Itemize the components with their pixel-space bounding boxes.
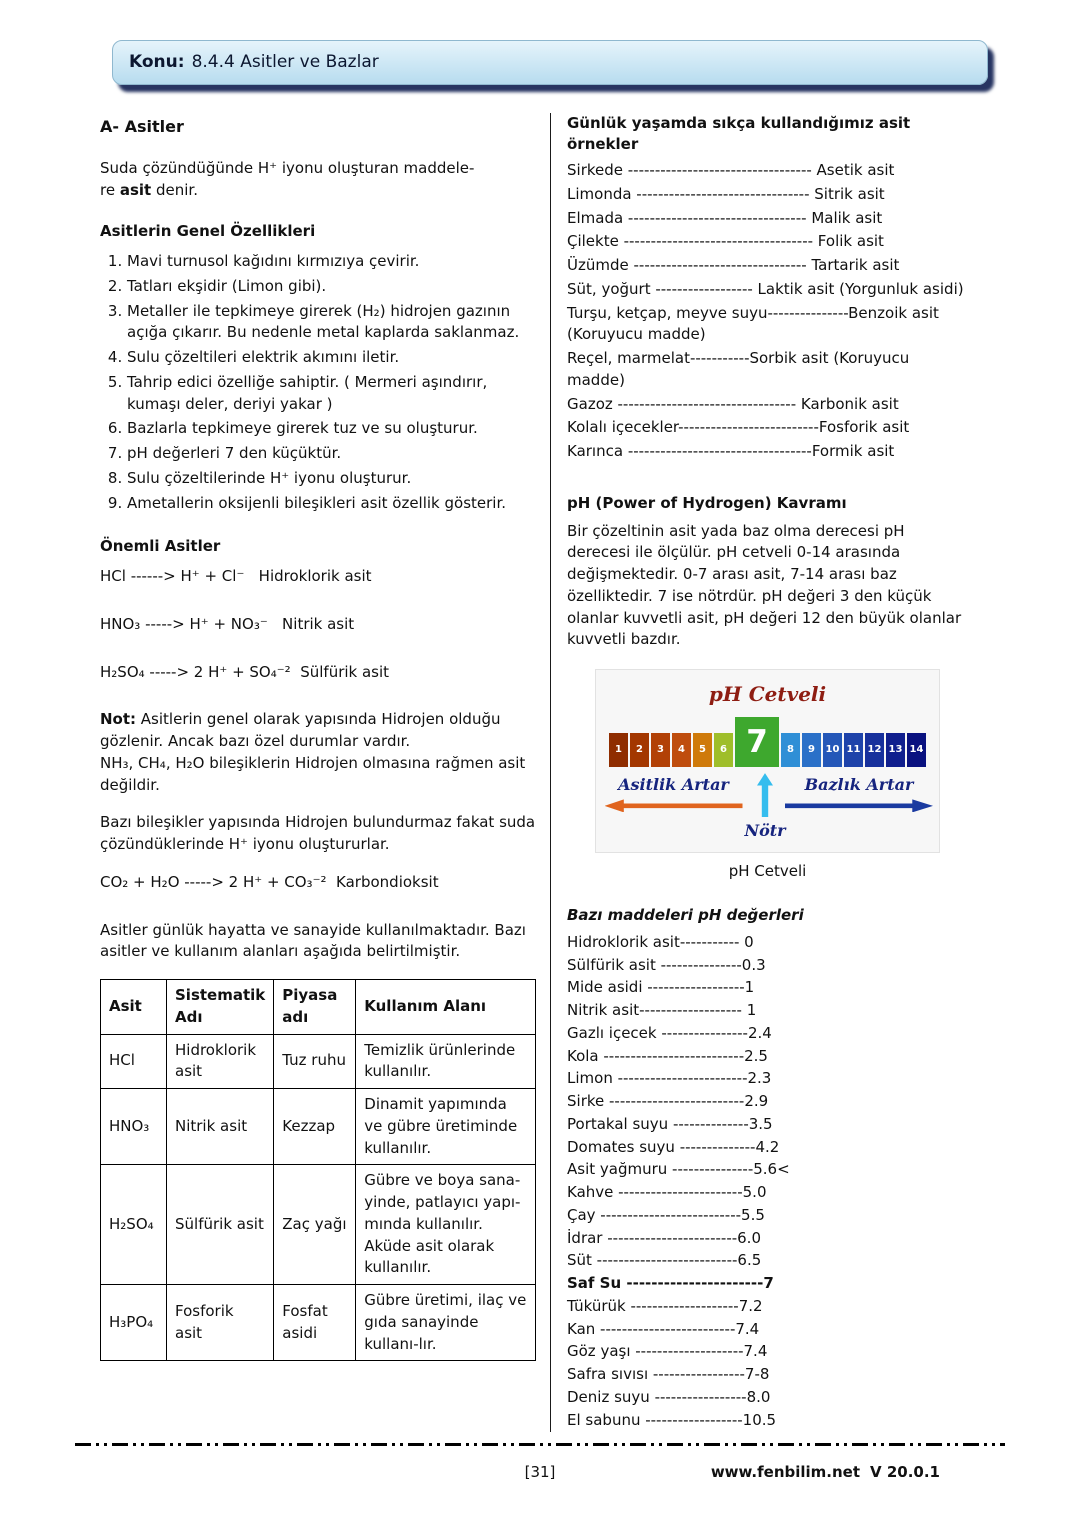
ph-value-item: Mide asidi ------------------1 <box>567 978 755 997</box>
acid-property-item: 7. pH değerleri 7 den küçüktür. <box>127 443 536 465</box>
important-acids-title: Önemli Asitler <box>100 537 221 556</box>
cell-market: Tuz ruhu <box>274 1034 356 1089</box>
daily-acids-list <box>567 160 968 463</box>
acid-table-header-row <box>101 980 536 1035</box>
cell-usage: Gübre ve boya sana-yinde, patlayıcı yapı-mında kullanılır. Aküde asit olarak kullanılır. <box>356 1165 536 1285</box>
table-row <box>101 1285 536 1361</box>
ph-bar: 12 <box>865 733 884 767</box>
note-paragraph <box>100 709 536 796</box>
cell-formula: H₂SO₄ <box>101 1165 167 1285</box>
acid-definition <box>100 158 536 202</box>
acid-property-item: 5. Tahrip edici özelliğe sahiptir. ( Mermeri aşındırır, kumaşı deler, deriyi yakar ) <box>127 372 536 416</box>
footer-row <box>75 1462 1005 1484</box>
acid-property-item: 4. Sulu çözeltileri elektrik akımını iletir. <box>127 347 536 369</box>
cell-formula: H₃PO₄ <box>101 1285 167 1361</box>
ph-value-item: Safra sıvısı -----------------7-8 <box>567 1365 770 1384</box>
definition-line-2 <box>100 180 536 202</box>
neutral-arrow-icon <box>757 773 773 817</box>
ph-value-item: Göz yaşı --------------------7.4 <box>567 1342 768 1361</box>
header-sistematik: Sistematik Adı <box>167 980 274 1035</box>
cell-formula: HNO₃ <box>101 1089 167 1165</box>
ph-bar: 13 <box>886 733 905 767</box>
acid-table-body <box>101 1034 536 1361</box>
ph-value-item: Tükürük --------------------7.2 <box>567 1296 763 1315</box>
ph-value-item: İdrar ------------------------6.0 <box>567 1228 761 1247</box>
definition-line-1: Suda çözündüğünde H⁺ iyonu oluşturan maddele- <box>100 158 475 177</box>
daily-acid-item: Sirkede ---------------------------------- Asetik asit <box>567 161 895 180</box>
daily-acid-item: Süt, yoğurt ------------------ Laktik asit (Yorgunluk asidi) <box>567 279 964 298</box>
definition-line2-bold: asit <box>119 180 152 199</box>
daily-acid-item: Turşu, ketçap, meyve suyu---------------Benzoik asit (Koruyucu madde) <box>567 303 939 344</box>
ph-value-item: Kan -------------------------7.4 <box>567 1319 760 1338</box>
daily-acid-item: Limonda -------------------------------- Sitrik asit <box>567 184 885 203</box>
ph-concept-text: Bir çözeltinin asit yada baz olma derecesi pH derecesi ile ölçülür. pH cetveli 0-14 arasında değişmektedir. 0-7 arası asit, 7-14 arası baz özelliktedir. 7 ise nötrdür. pH değeri 3 den küçük olanlar kuvvetli asit, pH değeri 12 den büyük olanlar kuvvetli bazdır. <box>567 521 962 649</box>
ph-bar: 4 <box>672 733 691 767</box>
table-row <box>101 1089 536 1165</box>
header-kullanim: Kullanım Alanı <box>356 980 536 1035</box>
table-row <box>101 1165 536 1285</box>
usage-intro-paragraph: Asitler günlük hayatta ve sanayide kullanılmaktadır. Bazı asitler ve kullanım alanları aşağıda belirtilmiştir. <box>100 920 526 961</box>
properties-title: Asitlerin Genel Özellikleri <box>100 222 316 241</box>
ph-value-item: Limon ------------------------2.3 <box>567 1069 772 1088</box>
acid-property-item: 1. Mavi turnusol kağıdını kırmızıya çevirir. <box>127 251 536 273</box>
ph-value-item: Sirke -------------------------2.9 <box>567 1092 769 1111</box>
basicity-label: Bazlık Artar <box>804 775 914 795</box>
acid-table-head <box>101 980 536 1035</box>
acid-properties-list <box>100 251 536 514</box>
table-row <box>101 1034 536 1089</box>
daily-acid-item: Elmada --------------------------------- Malik asit <box>567 208 883 227</box>
definition-line2-post: denir. <box>151 180 198 199</box>
ph-bar: 14 <box>907 733 926 767</box>
ph-value-item: Asit yağmuru ---------------5.6< <box>567 1160 790 1179</box>
cell-usage: Gübre üretimi, ilaç ve gıda sanayinde kullanı-lır. <box>356 1285 536 1361</box>
site-url: www.fenbilim.net <box>710 1462 861 1481</box>
ph-bar: 2 <box>630 733 649 767</box>
daily-acid-item: Gazoz --------------------------------- Karbonik asit <box>567 394 899 413</box>
topic-header <box>112 40 988 85</box>
acid-equation: H₂SO₄ -----> 2 H⁺ + SO₄⁻² Sülfürik asit <box>100 662 390 681</box>
ph-values-list <box>567 932 968 1432</box>
ph-value-item: Domates suyu --------------4.2 <box>567 1137 780 1156</box>
page-footer <box>75 1443 1005 1483</box>
daily-acids-title: Günlük yaşamda sıkça kullandığımız asit örnekler <box>567 113 911 154</box>
ph-value-item: Saf Su ----------------------7 <box>567 1274 774 1293</box>
acid-property-item: 2. Tatları ekşidir (Limon gibi). <box>127 276 536 298</box>
ph-value-item: Deniz suyu -----------------8.0 <box>567 1387 771 1406</box>
acid-property-item: 9. Ametallerin oksijenli bileşikleri asit özellik gösterir. <box>127 493 536 515</box>
cell-market: Zaç yağı <box>274 1165 356 1285</box>
basicity-arrow-icon <box>785 799 933 812</box>
definition-line2-pre: re <box>100 180 120 199</box>
ph-value-item: Hidroklorik asit----------- 0 <box>567 932 754 951</box>
ph-bar: 9 <box>802 733 821 767</box>
ph-values-title: Bazı maddeleri pH değerleri <box>567 906 804 925</box>
important-acids-equations <box>100 566 536 683</box>
cell-market: Fosfat asidi <box>274 1285 356 1361</box>
two-column-layout <box>100 113 1080 1433</box>
right-column <box>550 113 968 1433</box>
acid-equation: HCl ------> H⁺ + Cl⁻ Hidroklorik asit <box>100 567 372 586</box>
note-line-2: NH₃, CH₄, H₂O bileşiklerin Hidrojen olmasına rağmen asit değildir. <box>100 753 526 794</box>
ph-scale-figure <box>595 669 940 853</box>
ph-concept-title: pH (Power of Hydrogen) Kavramı <box>567 493 847 512</box>
acid-property-item: 8. Sulu çözeltilerinde H⁺ iyonu oluşturur. <box>127 468 536 490</box>
cell-systematic: Fosforik asit <box>167 1285 274 1361</box>
daily-acid-item: Çilekte ----------------------------------- Folik asit <box>567 232 884 251</box>
ph-value-item: Sülfürik asit ---------------0.3 <box>567 955 766 974</box>
cell-usage: Temizlik ürünlerinde kullanılır. <box>356 1034 536 1089</box>
footer-divider <box>75 1443 1005 1446</box>
ph-value-item: Süt --------------------------6.5 <box>567 1251 762 1270</box>
cell-usage: Dinamit yapımında ve gübre üretiminde kullanılır. <box>356 1089 536 1165</box>
topic-label: Konu: <box>129 52 185 72</box>
ph-value-item: Çay --------------------------5.5 <box>567 1205 765 1224</box>
neutral-label: Nötr <box>744 821 786 841</box>
ph-bar: 11 <box>844 733 863 767</box>
neutral-group <box>745 773 785 842</box>
cell-formula: HCl <box>101 1034 167 1089</box>
ph-value-item: Kola --------------------------2.5 <box>567 1046 768 1065</box>
ph-bar: 1 <box>609 733 628 767</box>
ph-bar: 10 <box>823 733 842 767</box>
ph-value-item: Kahve -----------------------5.0 <box>567 1183 767 1202</box>
page-number: [31] <box>524 1462 556 1481</box>
acid-usage-table <box>100 979 536 1361</box>
topic-title: 8.4.4 Asitler ve Bazlar <box>191 52 379 72</box>
acid-equation: HNO₃ -----> H⁺ + NO₃⁻ Nitrik asit <box>100 614 355 633</box>
site-credit <box>555 1462 1005 1484</box>
ph-bar: 7 <box>735 717 779 767</box>
section-a-title: A- Asitler <box>100 116 184 136</box>
ph-bar: 8 <box>781 733 800 767</box>
acidity-label: Asitlik Artar <box>618 775 729 795</box>
ph-value-item: Portakal suyu --------------3.5 <box>567 1114 773 1133</box>
daily-acid-item: Reçel, marmelat-----------Sorbik asit (Koruyucu madde) <box>567 349 910 389</box>
acidity-arrow-icon <box>605 799 743 812</box>
ph-scale-bars <box>602 717 933 767</box>
co2-equation: CO₂ + H₂O -----> 2 H⁺ + CO₃⁻² Karbondioksit <box>100 872 439 891</box>
ph-scale-title: pH Cetveli <box>708 682 827 707</box>
ph-value-item: Nitrik asit------------------- 1 <box>567 1001 757 1020</box>
ph-bar: 3 <box>651 733 670 767</box>
site-version: V 20.0.1 <box>870 1462 940 1481</box>
header-piyasa: Piyasa adı <box>274 980 356 1035</box>
daily-acid-item: Kolalı içecekler--------------------------Fosforik asit <box>567 418 910 437</box>
cell-systematic: Sülfürik asit <box>167 1165 274 1285</box>
left-column <box>100 113 546 1433</box>
ph-scale-arrows <box>602 773 933 842</box>
daily-acid-item: Üzümde -------------------------------- Tartarik asit <box>567 256 900 275</box>
acid-property-item: 6. Bazlarla tepkimeye girerek tuz ve su oluşturur. <box>127 418 536 440</box>
ph-value-item: El sabunu ------------------10.5 <box>567 1410 777 1429</box>
basicity-arrow-group <box>785 773 933 812</box>
ph-value-item: Gazlı içecek ----------------2.4 <box>567 1023 772 1042</box>
cell-systematic: Nitrik asit <box>167 1089 274 1165</box>
cell-systematic: Hidroklorik asit <box>167 1034 274 1089</box>
hydrogen-free-paragraph: Bazı bileşikler yapısında Hidrojen bulundurmaz fakat suda çözündüklerinde H⁺ iyonu oluştururlar. <box>100 813 536 854</box>
ph-bar: 6 <box>714 733 733 767</box>
note-text: Asitlerin genel olarak yapısında Hidrojen olduğu gözlenir. Ancak bazı özel durumlar vardır. <box>100 710 501 751</box>
ph-figure-caption: pH Cetveli <box>728 862 807 881</box>
header-asit: Asit <box>101 980 167 1035</box>
cell-market: Kezzap <box>274 1089 356 1165</box>
ph-bar: 5 <box>693 733 712 767</box>
acid-property-item: 3. Metaller ile tepkimeye girerek (H₂) hidrojen gazının açığa çıkarır. Bu nedenle metal kaplarda saklanmaz. <box>127 301 536 345</box>
note-label: Not: <box>100 710 137 729</box>
daily-acid-item: Karınca ----------------------------------Formik asit <box>567 442 895 461</box>
acidity-arrow-group <box>602 773 745 812</box>
